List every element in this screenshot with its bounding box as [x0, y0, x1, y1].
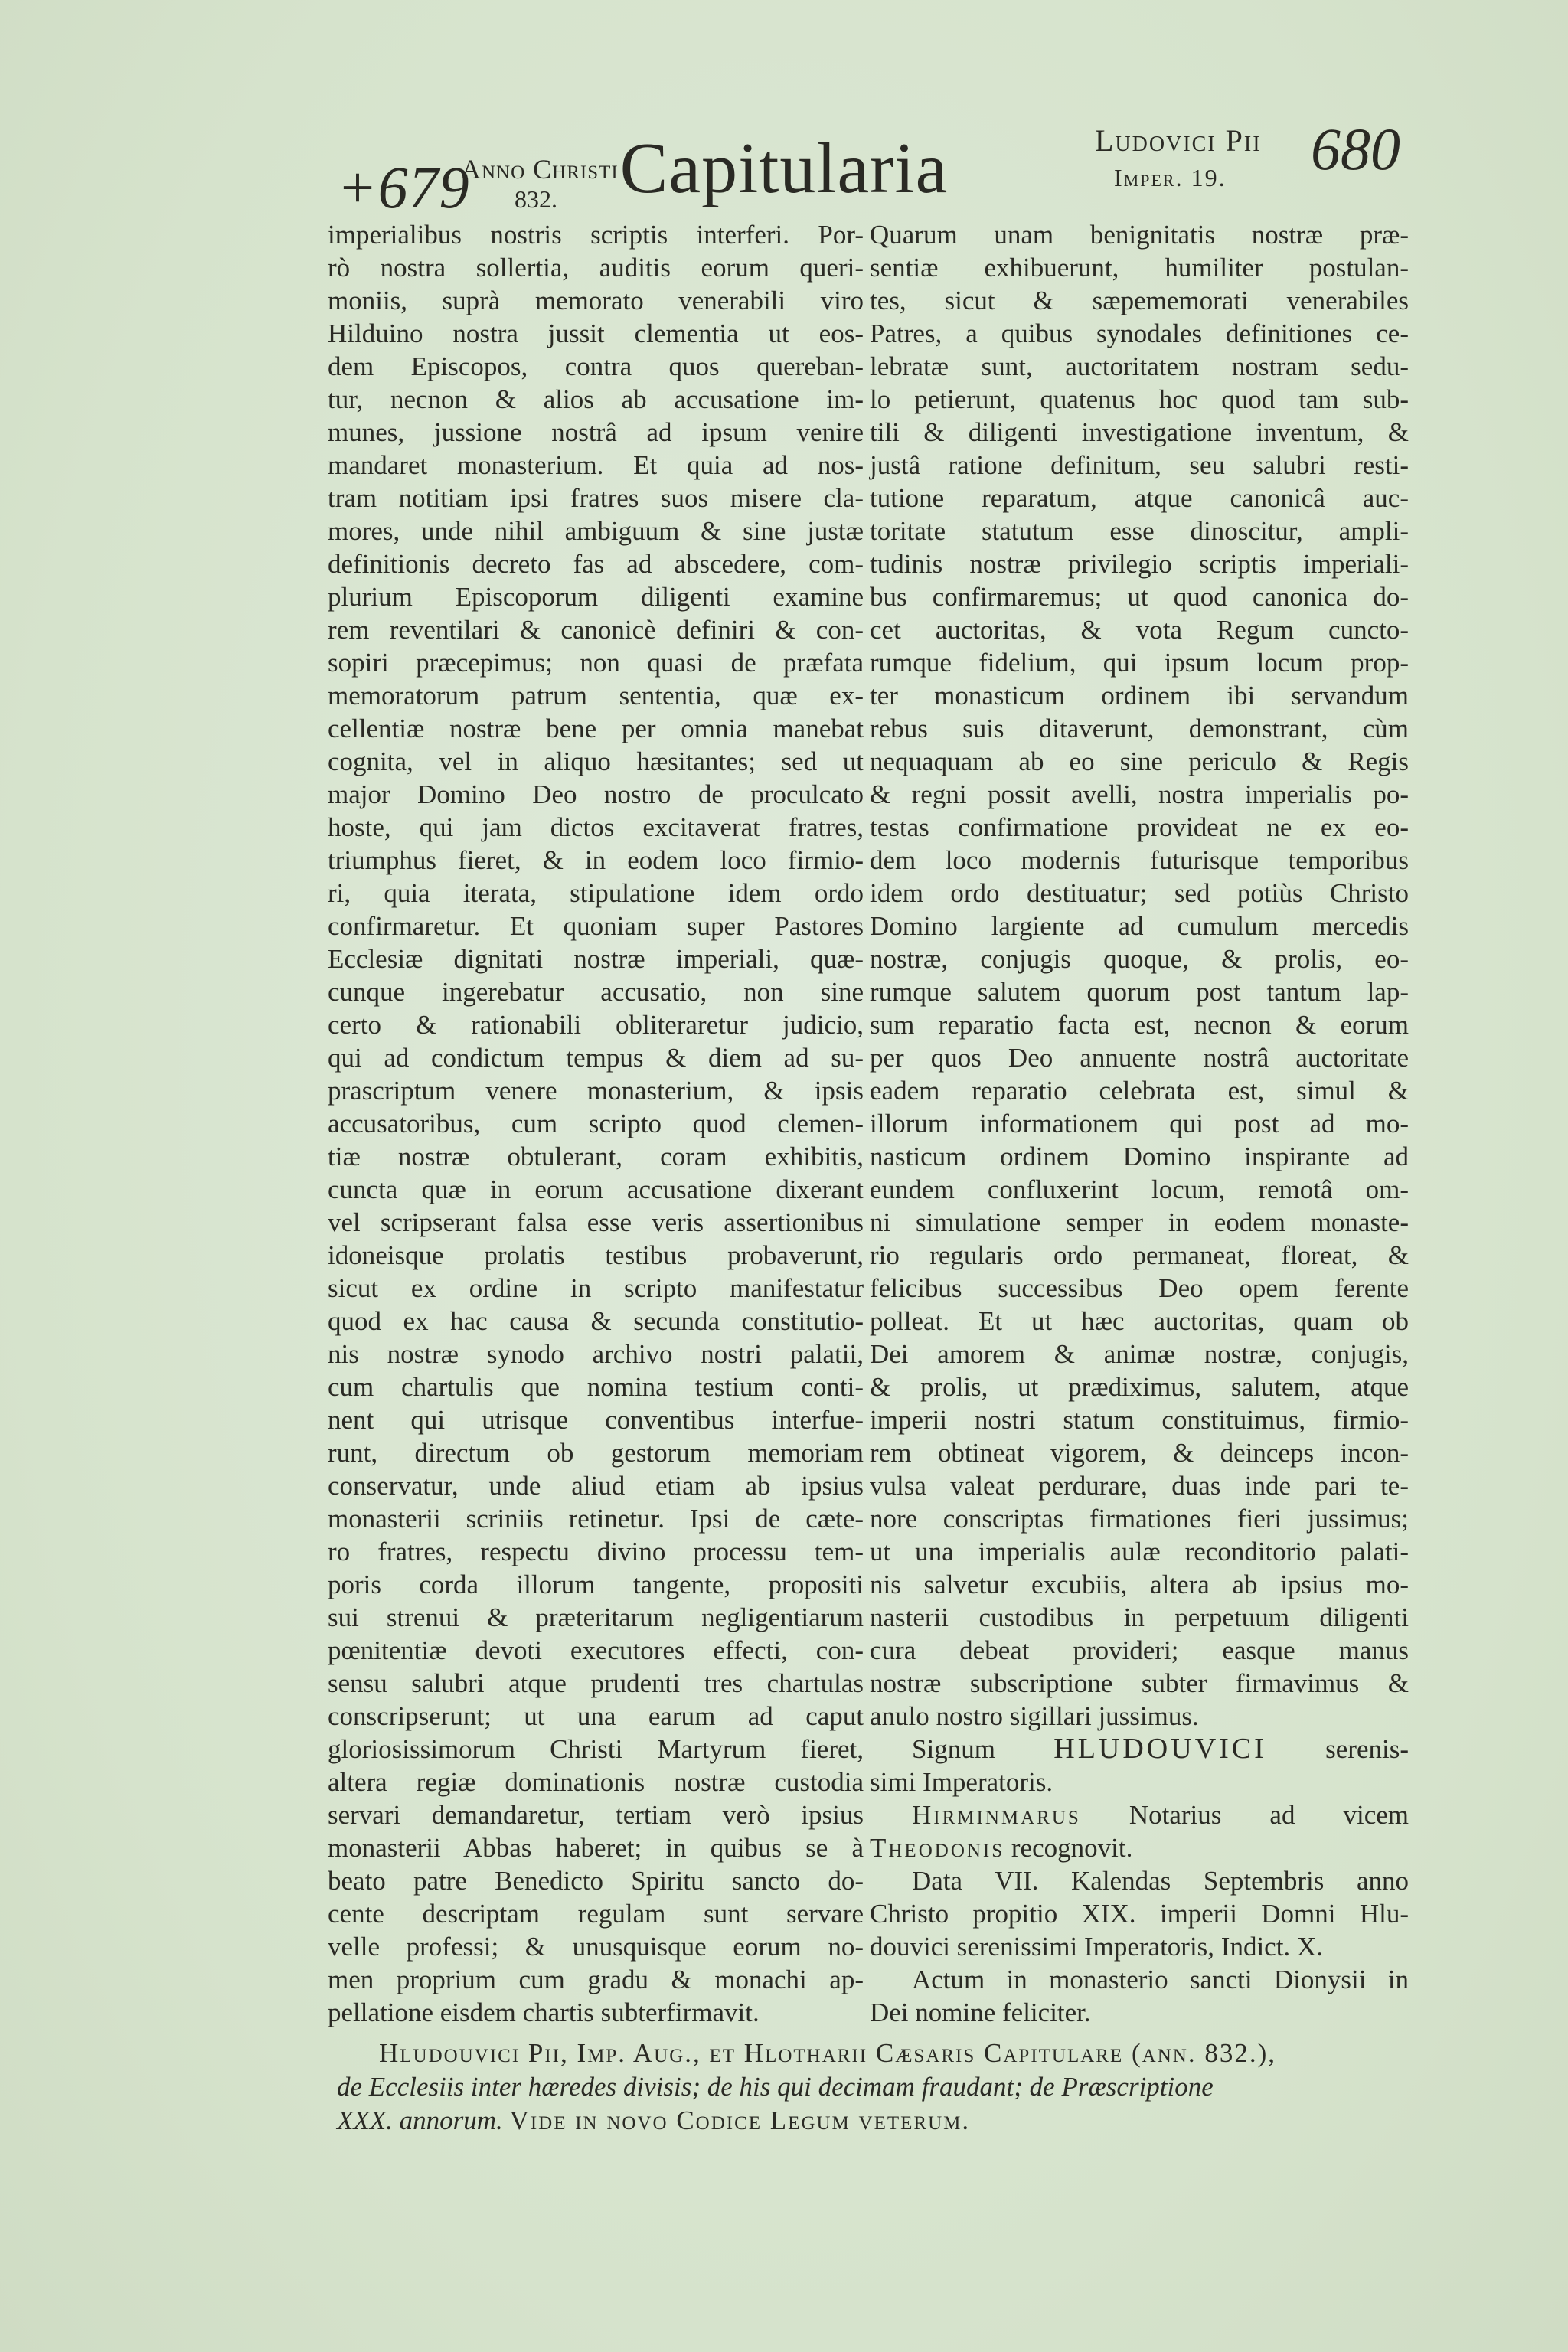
- left-column-line: nent qui utrisque conventibus interfue-: [328, 1405, 864, 1435]
- left-column-line: servari demandaretur, tertiam verò ipsius: [328, 1800, 864, 1830]
- right-column-line: sum reparatio facta est, necnon & eorum: [870, 1010, 1409, 1040]
- right-column-line: polleat. Et ut hæc auctoritas, quam ob: [870, 1306, 1409, 1336]
- right-column-line: Patres, a quibus synodales definitiones ce-: [870, 318, 1409, 348]
- left-column-line: dem Episcopos, contra quos quereban-: [328, 351, 864, 381]
- left-column-line: munes, jussione nostrâ ad ipsum venire: [328, 417, 864, 447]
- footer-line-1: Hludouvici Pii, Imp. Aug., et Hlotharii Cæsaris Capitulare (ann. 832.),: [379, 2038, 1276, 2068]
- left-column-line: monasterii scriniis retinetur. Ipsi de cæte-: [328, 1504, 864, 1534]
- left-column-line: rò nostra sollertia, auditis eorum queri-: [328, 253, 864, 283]
- right-column-line: lo petierunt, quatenus hoc quod tam sub-: [870, 384, 1409, 414]
- left-column-line: certo & rationabili obliteraretur judicio,: [328, 1010, 864, 1040]
- left-column-line: cognita, vel in aliquo hæsitantes; sed ut: [328, 746, 864, 776]
- dating-line: Actum in monasterio sancti Dionysii in: [912, 1965, 1409, 1994]
- right-column-line: ni simulatione semper in eodem monaste-: [870, 1207, 1409, 1237]
- signum-line-2: simi Imperatoris.: [870, 1767, 1054, 1797]
- left-column-line: tur, necnon & alios ab accusatione im-: [328, 384, 864, 414]
- footer-line-2: de Ecclesiis inter hæredes divisis; de his qui decimam fraudant; de Præscriptione: [337, 2072, 1214, 2102]
- left-column-line: cente descriptam regulam sunt servare: [328, 1899, 864, 1929]
- left-column-line: beato patre Benedicto Spiritu sancto do-: [328, 1866, 864, 1896]
- left-column-line: moniis, suprà memorato venerabili viro: [328, 286, 864, 315]
- dating-clause: [870, 1864, 1409, 2029]
- footer-line-3: XXX. annorum. Vide in novo Codice Legum veterum.: [337, 2105, 971, 2135]
- theodonis-line: Theodonis recognovit.: [870, 1833, 1133, 1863]
- page-number-right: 680: [1311, 116, 1400, 182]
- right-column-line: anulo nostro sigillari jussimus.: [870, 1701, 1199, 1731]
- right-column-line: rem obtineat vigorem, & deinceps incon-: [870, 1438, 1409, 1468]
- dating-line: Christo propitio XIX. imperii Domni Hlu-: [870, 1899, 1409, 1929]
- left-column-line: plurium Episcoporum diligenti examine: [328, 582, 864, 612]
- theodonis-name: Theodonis: [870, 1833, 1005, 1863]
- left-column-line: idoneisque prolatis testibus probaverunt,: [328, 1240, 864, 1270]
- left-column-line: cunque ingerebatur accusatio, non sine: [328, 977, 864, 1007]
- left-column-line: ri, quia iterata, stipulatione idem ordo: [328, 878, 864, 908]
- right-column-line: illorum informationem qui post ad mo-: [870, 1109, 1409, 1138]
- left-column-line: hoste, qui jam dictos excitaverat fratres,: [328, 812, 864, 842]
- right-column-line: vulsa valeat perdurare, duas inde pari te-: [870, 1471, 1409, 1501]
- right-column-line: felicibus successibus Deo opem ferente: [870, 1273, 1409, 1303]
- left-column-line: poris corda illorum tangente, propositi: [328, 1570, 864, 1599]
- right-column-line: bus confirmaremus; ut quod canonica do-: [870, 582, 1409, 612]
- left-column-line: velle professi; & unusquisque eorum no-: [328, 1932, 864, 1962]
- right-column-line: toritate statutum esse dinoscitur, ampli-: [870, 516, 1409, 546]
- left-column-line: sui strenui & præteritarum negligentiarum: [328, 1602, 864, 1632]
- dating-line: Dei nomine feliciter.: [870, 1998, 1091, 2027]
- notarius-line: Hirminmarus Notarius ad vicem: [912, 1800, 1409, 1830]
- left-column-line: gloriosissimorum Christi Martyrum fieret,: [328, 1734, 864, 1764]
- right-paragraph: [870, 218, 1409, 1733]
- running-head-ludovici: Ludovici Pii: [1095, 123, 1262, 158]
- left-column-line: qui ad condictum tempus & diem ad su-: [328, 1043, 864, 1073]
- right-column-line: nis salvetur excubiis, altera ab ipsius mo-: [870, 1570, 1409, 1599]
- left-column-line: triumphus fieret, & in eodem loco firmio-: [328, 845, 864, 875]
- right-column-line: nasterii custodibus in perpetuum diligenti: [870, 1602, 1409, 1632]
- left-column-line: mandaret monasterium. Et quia ad nos-: [328, 450, 864, 480]
- right-column-line: & prolis, ut prædiximus, salutem, atque: [870, 1372, 1409, 1402]
- left-column-line: quod ex hac causa & secunda constitutio-: [328, 1306, 864, 1336]
- left-column-line: ro fratres, respectu divino processu tem-: [328, 1537, 864, 1566]
- dating-line: douvici serenissimi Imperatoris, Indict. X.: [870, 1932, 1323, 1962]
- right-column-line: rumque fidelium, qui ipsum locum prop-: [870, 648, 1409, 678]
- right-column-line: nostræ subscriptione subter firmavimus &: [870, 1668, 1409, 1698]
- left-column-line: sopiri præcepimus; non quasi de præfata: [328, 648, 864, 678]
- left-column-line: cuncta quæ in eorum accusatione dixerant: [328, 1174, 864, 1204]
- left-column-line: nis nostræ synodo archivo nostri palatii,: [328, 1339, 864, 1369]
- left-column-line: tiæ nostræ obtulerant, coram exhibitis,: [328, 1142, 864, 1171]
- right-column-line: Domino largiente ad cumulum mercedis: [870, 911, 1409, 941]
- right-column-line: Quarum unam benignitatis nostræ præ-: [870, 220, 1409, 250]
- right-column-line: nasticum ordinem Domino inspirante ad: [870, 1142, 1409, 1171]
- right-column-line: per quos Deo annuente nostrâ auctoritate: [870, 1043, 1409, 1073]
- right-column-line: tes, sicut & sæpememorati venerabiles: [870, 286, 1409, 315]
- signum-name: HLUDOUVICI: [1054, 1733, 1267, 1765]
- left-column-line: sensu salubri atque prudenti tres chartulas: [328, 1668, 864, 1698]
- left-column-line: memoratorum patrum sententia, quæ ex-: [328, 681, 864, 710]
- right-column-line: dem loco modernis futurisque temporibus: [870, 845, 1409, 875]
- signum-line: Signum HLUDOUVICI serenis-: [912, 1733, 1409, 1765]
- left-column-line: pellatione eisdem chartis subterfirmavit.: [328, 1998, 760, 2027]
- right-column-line: justâ ratione definitum, seu salubri resti-: [870, 450, 1409, 480]
- right-column-line: tili & diligenti investigatione inventum, &: [870, 417, 1409, 447]
- left-column-line: runt, directum ob gestorum memoriam: [328, 1438, 864, 1468]
- left-column-line: confirmaretur. Et quoniam super Pastores: [328, 911, 864, 941]
- left-column-line: tram notitiam ipsi fratres suos misere cla-: [328, 483, 864, 513]
- right-column-line: idem ordo destituatur; sed potiùs Christo: [870, 878, 1409, 908]
- running-head-year: 832.: [514, 185, 557, 213]
- right-column-line: & regni possit avelli, nostra imperialis po-: [870, 779, 1409, 809]
- left-column-line: Hilduino nostra jussit clementia ut eos-: [328, 318, 864, 348]
- right-column-line: rebus suis ditaverunt, demonstrant, cùm: [870, 714, 1409, 743]
- right-column-line: lebratæ sunt, auctoritatem nostram sedu-: [870, 351, 1409, 381]
- right-column-line: rumque salutem quorum post tantum lap-: [870, 977, 1409, 1007]
- right-column-line: sentiæ exhibuerunt, humiliter postulan-: [870, 253, 1409, 283]
- right-column-line: testas confirmatione provideat ne ex eo-: [870, 812, 1409, 842]
- right-column-line: rio regularis ordo permaneat, floreat, &: [870, 1240, 1409, 1270]
- left-text-column: [328, 218, 864, 2029]
- left-column-line: mores, unde nihil ambiguum & sine justæ: [328, 516, 864, 546]
- page-number-left: +679: [337, 154, 470, 220]
- left-column-line: conservatur, unde aliud etiam ab ipsius: [328, 1471, 864, 1501]
- right-column-line: nore conscriptas firmationes fieri jussimus;: [870, 1504, 1409, 1534]
- footer-note: [337, 2037, 1439, 2138]
- left-column-line: definitionis decreto fas ad abscedere, com-: [328, 549, 864, 579]
- right-text-column: [870, 218, 1409, 2029]
- running-head-year-label: Anno Christi: [461, 154, 619, 185]
- right-column-line: eundem confluxerint locum, remotâ om-: [870, 1174, 1409, 1204]
- right-column-line: tudinis nostræ privilegio scriptis imperiali-: [870, 549, 1409, 579]
- right-column-line: ter monasticum ordinem ibi servandum: [870, 681, 1409, 710]
- left-column-line: cellentiæ nostræ bene per omnia manebat: [328, 714, 864, 743]
- right-column-line: tutione reparatum, atque canonicâ auc-: [870, 483, 1409, 513]
- right-column-line: cet auctoritas, & vota Regum cuncto-: [870, 615, 1409, 645]
- left-column-line: monasterii Abbas haberet; in quibus se à: [328, 1833, 864, 1863]
- left-column-line: altera regiæ dominationis nostræ custodia: [328, 1767, 864, 1797]
- right-column-line: nequaquam ab eo sine periculo & Regis: [870, 746, 1409, 776]
- left-column-line: major Domino Deo nostro de proculcato: [328, 779, 864, 809]
- left-column-line: men proprium cum gradu & monachi ap-: [328, 1965, 864, 1994]
- left-column-line: pœnitentiæ devoti executores effecti, con-: [328, 1635, 864, 1665]
- right-column-line: Dei amorem & animæ nostræ, conjugis,: [870, 1339, 1409, 1369]
- running-head-imper: Imper. 19.: [1114, 164, 1227, 191]
- left-column-line: sicut ex ordine in scripto manifestatur: [328, 1273, 864, 1303]
- right-column-line: ut una imperialis aulæ reconditorio palati-: [870, 1537, 1409, 1566]
- right-column-line: cura debeat provideri; easque manus: [870, 1635, 1409, 1665]
- left-column-line: conscripserunt; ut una earum ad caput: [328, 1701, 864, 1731]
- left-column-line: Ecclesiæ dignitati nostræ imperiali, quæ-: [328, 944, 864, 974]
- right-column-line: imperii nostri statum constituimus, firmio-: [870, 1405, 1409, 1435]
- left-column-line: vel scripserant falsa esse veris assertionibus: [328, 1207, 864, 1237]
- left-column-line: cum chartulis que nomina testium conti-: [328, 1372, 864, 1402]
- left-column-line: imperialibus nostris scriptis interferi. Por-: [328, 220, 864, 250]
- right-column-line: nostræ, conjugis quoque, & prolis, eo-: [870, 944, 1409, 974]
- dating-line: Data VII. Kalendas Septembris anno: [912, 1866, 1409, 1896]
- notarius-name: Hirminmarus: [912, 1800, 1081, 1830]
- left-column-line: accusatoribus, cum scripto quod clemen-: [328, 1109, 864, 1138]
- page-title: Capitularia: [619, 129, 949, 208]
- left-column-line: prascriptum venere monasterium, & ipsis: [328, 1076, 864, 1106]
- right-column-line: eadem reparatio celebrata est, simul &: [870, 1076, 1409, 1106]
- left-column-line: rem reventilari & canonicè definiri & con-: [328, 615, 864, 645]
